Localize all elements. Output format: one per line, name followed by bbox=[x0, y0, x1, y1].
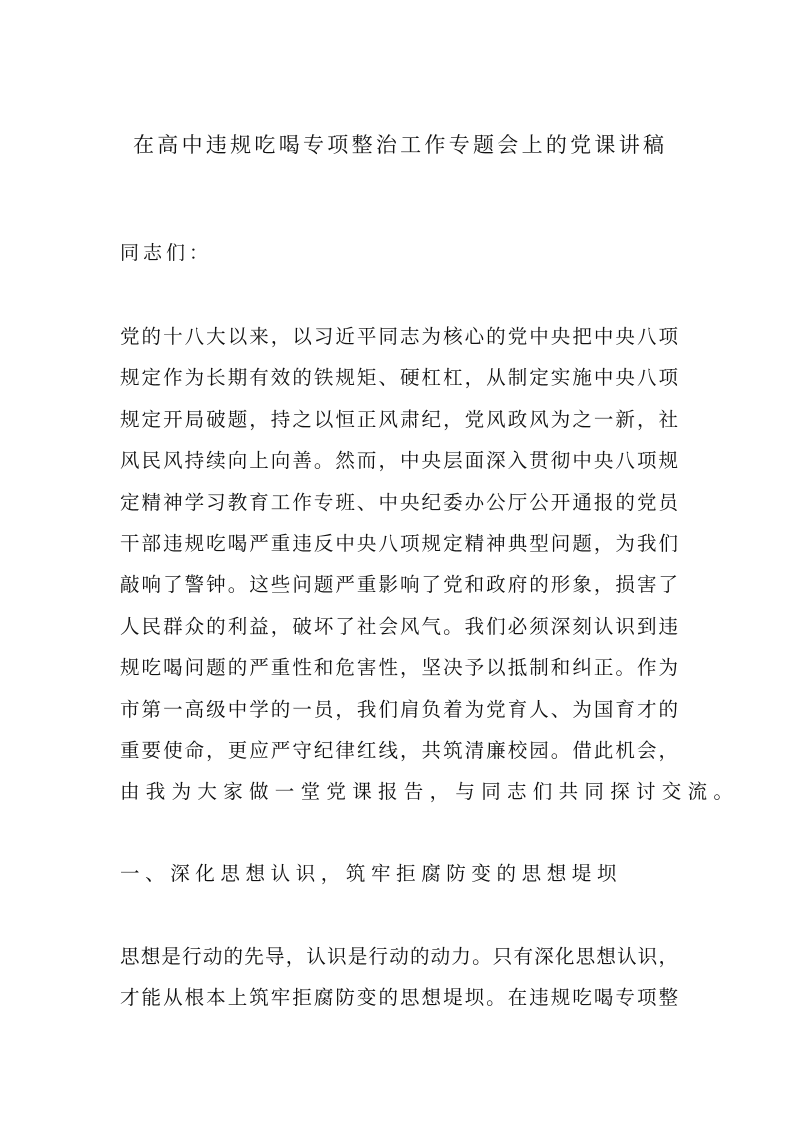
text-line: 定精神学习教育工作专班、中央纪委办公厅公开通报的党员 bbox=[120, 490, 678, 514]
text-line: 风民风持续向上向善。然而，中央层面深入贯彻中央八项规 bbox=[120, 449, 678, 473]
paragraph-intro bbox=[120, 316, 740, 813]
text-line: 人民群众的利益，破坏了社会风气。我们必须深刻认识到违 bbox=[120, 614, 678, 638]
text-line: 由我为大家做一堂党课报告，与同志们共同探讨交流。 bbox=[120, 780, 740, 804]
text-line: 干部违规吃喝严重违反中央八项规定精神典型问题，为我们 bbox=[120, 531, 678, 555]
text-line: 党的十八大以来，以习近平同志为核心的党中央把中央八项 bbox=[120, 325, 678, 348]
document-title: 在高中违规吃喝专项整治工作专题会上的党课讲稿 bbox=[133, 133, 664, 157]
greeting: 同志们： bbox=[120, 242, 213, 264]
text-line: 重要使命，更应严守纪律红线，共筑清廉校园。借此机会， bbox=[120, 738, 678, 762]
section-heading: 一、深化思想认识，筑牢拒腐防变的思想堤坝 bbox=[120, 862, 623, 885]
text-line: 规定开局破题，持之以恒正风肃纪，党风政风为之一新，社 bbox=[120, 407, 678, 431]
text-line: 规定作为长期有效的铁规矩、硬杠杠，从制定实施中央八项 bbox=[120, 366, 678, 390]
text-line: 思想是行动的先导，认识是行动的动力。只有深化思想认识， bbox=[120, 945, 678, 968]
paragraph-section1 bbox=[120, 936, 678, 1019]
text-line: 市第一高级中学的一员，我们肩负着为党育人、为国育才的 bbox=[120, 697, 678, 721]
text-line: 规吃喝问题的严重性和危害性，坚决予以抵制和纠正。作为 bbox=[120, 656, 678, 680]
text-line: 敲响了警钟。这些问题严重影响了党和政府的形象，损害了 bbox=[120, 573, 678, 597]
text-line: 才能从根本上筑牢拒腐防变的思想堤坝。在违规吃喝专项整 bbox=[120, 986, 678, 1010]
